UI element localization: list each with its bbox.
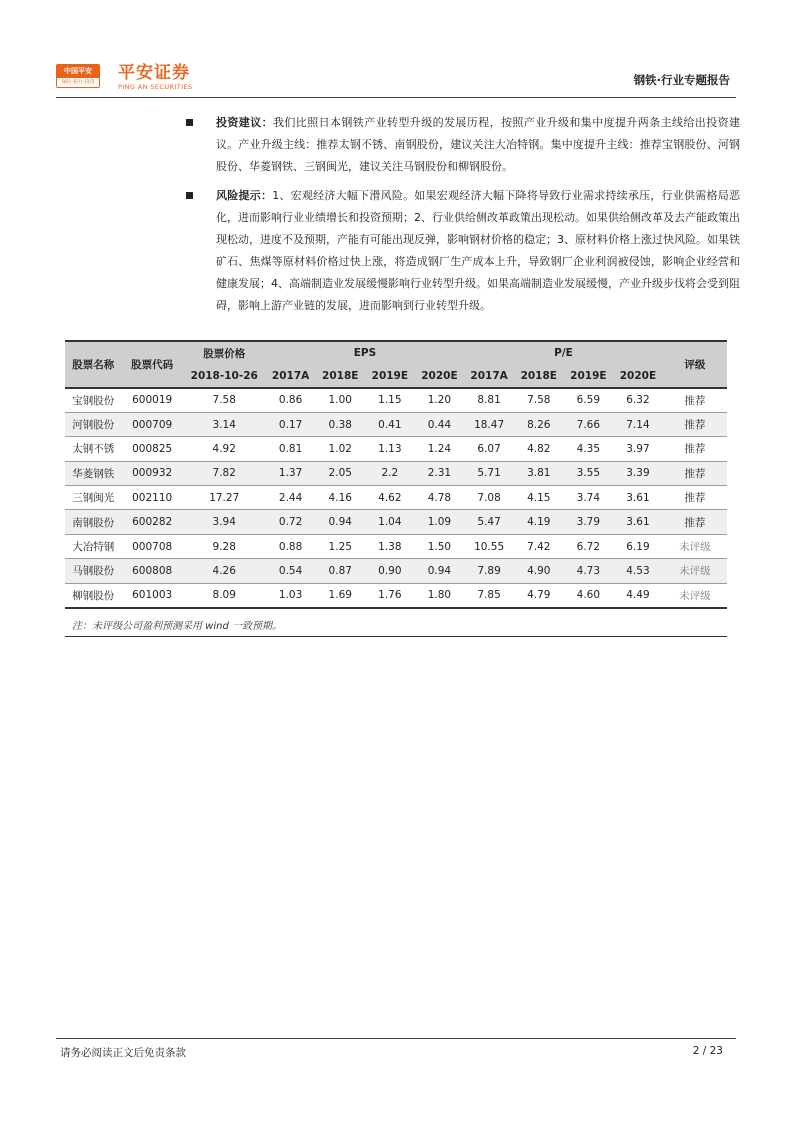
header-code: 股票代码 [122, 341, 183, 388]
cell-rating: 未评级 [663, 583, 727, 607]
cell-name: 三钢闽光 [65, 486, 122, 510]
cell-rating: 推荐 [663, 461, 727, 485]
cell-rating: 未评级 [663, 559, 727, 583]
bullet-risk-warning [186, 185, 740, 317]
cell-eps: 2.31 [415, 461, 465, 485]
cell-name: 大冶特钢 [65, 534, 122, 558]
cell-eps: 0.94 [315, 510, 365, 534]
cell-eps: 1.80 [415, 583, 465, 607]
cell-code: 000825 [122, 437, 183, 461]
cell-price: 3.14 [183, 412, 266, 436]
cell-code: 600282 [122, 510, 183, 534]
cell-eps: 1.69 [315, 583, 365, 607]
cell-rating: 推荐 [663, 388, 727, 412]
table-row [65, 534, 727, 558]
cell-eps: 1.38 [365, 534, 415, 558]
cell-eps: 4.62 [365, 486, 415, 510]
cell-pe: 7.85 [464, 583, 514, 607]
cell-eps: 1.03 [266, 583, 316, 607]
cell-price: 4.92 [183, 437, 266, 461]
footer-divider [56, 1038, 736, 1039]
cell-pe: 4.90 [514, 559, 564, 583]
cell-eps: 1.76 [365, 583, 415, 607]
cell-pe: 6.59 [564, 388, 614, 412]
header-pe: P/E [464, 341, 663, 364]
cell-eps: 0.90 [365, 559, 415, 583]
cell-pe: 3.81 [514, 461, 564, 485]
cell-pe: 3.74 [564, 486, 614, 510]
cell-eps: 1.13 [365, 437, 415, 461]
table-note: 注：未评级公司盈利预测采用 wind 一致预期。 [72, 621, 282, 632]
cell-pe: 4.49 [613, 583, 663, 607]
cell-eps: 0.86 [266, 388, 316, 412]
header-eps: EPS [266, 341, 465, 364]
table-body [65, 388, 727, 608]
cell-pe: 7.89 [464, 559, 514, 583]
cell-eps: 0.38 [315, 412, 365, 436]
cell-pe: 5.47 [464, 510, 514, 534]
cell-eps: 4.16 [315, 486, 365, 510]
table-row [65, 437, 727, 461]
cell-rating: 推荐 [663, 437, 727, 461]
bullet-square-icon [186, 119, 193, 126]
report-title: 钢铁·行业专题报告 [633, 73, 730, 87]
company-logo [56, 64, 246, 92]
header-pe-year: 2020E [613, 364, 663, 388]
cell-eps: 4.78 [415, 486, 465, 510]
cell-code: 600808 [122, 559, 183, 583]
header-rating: 评级 [663, 341, 727, 388]
header-eps-year: 2018E [315, 364, 365, 388]
header-divider [56, 97, 736, 98]
cell-price: 17.27 [183, 486, 266, 510]
bullet-label: 风险提示： [216, 189, 273, 202]
cell-pe: 6.19 [613, 534, 663, 558]
cell-pe: 4.82 [514, 437, 564, 461]
cell-pe: 3.55 [564, 461, 614, 485]
cell-eps: 0.17 [266, 412, 316, 436]
cell-eps: 1.20 [415, 388, 465, 412]
table-row [65, 388, 727, 412]
cell-eps: 0.87 [315, 559, 365, 583]
cell-code: 600019 [122, 388, 183, 412]
cell-price: 3.94 [183, 510, 266, 534]
cell-pe: 4.79 [514, 583, 564, 607]
bullet-list [186, 112, 740, 324]
stock-valuation-table [65, 340, 727, 609]
cell-name: 马钢股份 [65, 559, 122, 583]
cell-eps: 0.54 [266, 559, 316, 583]
cell-pe: 3.61 [613, 486, 663, 510]
cell-pe: 7.14 [613, 412, 663, 436]
table-row [65, 510, 727, 534]
cell-code: 002110 [122, 486, 183, 510]
header-price: 股票价格 [183, 341, 266, 364]
header-price-date: 2018-10-26 [183, 364, 266, 388]
header-pe-year: 2017A [464, 364, 514, 388]
cell-eps: 1.15 [365, 388, 415, 412]
bullet-text: 1、宏观经济大幅下滑风险。如果宏观经济大幅下降将导致行业需求持续承压，行业供需格局恶化，进而影响行业业绩增长和投资预期；2、行业供给侧改革政策出现松动。如果供给侧改革及去产能政策出现松动，进度不及预期，产能有可能出现反弹，影响钢材价格的稳定；3、原材料价格上涨过快风险。如果铁矿石、焦煤等原材料价格过快上涨，将造成钢厂生产成本上升，导致钢厂企业利润被侵蚀，影响企业经营和健康发展；4、高端制造业发展缓慢影响行业转型升级。如果高端制造业发展缓慢，产业升级步伐将会受到阻碍，影响上游产业链的发展，进而影响到行业转型升级。 [216, 189, 741, 312]
cell-eps: 0.44 [415, 412, 465, 436]
cell-eps: 1.24 [415, 437, 465, 461]
cell-eps: 1.50 [415, 534, 465, 558]
page-header [0, 0, 793, 100]
header-pe-year: 2018E [514, 364, 564, 388]
cell-name: 河钢股份 [65, 412, 122, 436]
cell-eps: 0.88 [266, 534, 316, 558]
cell-pe: 7.42 [514, 534, 564, 558]
table-row [65, 412, 727, 436]
cell-pe: 6.72 [564, 534, 614, 558]
cell-name: 柳钢股份 [65, 583, 122, 607]
bullet-label: 投资建议： [216, 116, 273, 129]
cell-pe: 3.97 [613, 437, 663, 461]
cell-price: 7.58 [183, 388, 266, 412]
table-row [65, 486, 727, 510]
cell-pe: 3.61 [613, 510, 663, 534]
table-header [65, 341, 727, 388]
cell-name: 华菱钢铁 [65, 461, 122, 485]
cell-eps: 1.09 [415, 510, 465, 534]
cell-pe: 7.66 [564, 412, 614, 436]
cell-pe: 3.39 [613, 461, 663, 485]
logo-badge [56, 64, 100, 88]
cell-pe: 4.73 [564, 559, 614, 583]
cell-pe: 8.81 [464, 388, 514, 412]
header-name: 股票名称 [65, 341, 122, 388]
logo-name-cn: 平安证券 [118, 63, 190, 83]
cell-rating: 未评级 [663, 534, 727, 558]
header-eps-year: 2019E [365, 364, 415, 388]
cell-pe: 4.19 [514, 510, 564, 534]
table-note-divider [65, 636, 727, 637]
cell-price: 9.28 [183, 534, 266, 558]
header-eps-year: 2020E [415, 364, 465, 388]
cell-eps: 1.04 [365, 510, 415, 534]
cell-code: 601003 [122, 583, 183, 607]
cell-rating: 推荐 [663, 412, 727, 436]
cell-name: 宝钢股份 [65, 388, 122, 412]
page-number: 2 / 23 [692, 1045, 723, 1057]
table-row [65, 583, 727, 607]
cell-pe: 4.60 [564, 583, 614, 607]
logo-name-en: PING AN SECURITIES [118, 83, 193, 91]
cell-rating: 推荐 [663, 510, 727, 534]
cell-pe: 6.07 [464, 437, 514, 461]
cell-pe: 5.71 [464, 461, 514, 485]
cell-pe: 7.58 [514, 388, 564, 412]
cell-code: 000708 [122, 534, 183, 558]
cell-pe: 3.79 [564, 510, 614, 534]
cell-price: 7.82 [183, 461, 266, 485]
cell-code: 000709 [122, 412, 183, 436]
cell-pe: 4.15 [514, 486, 564, 510]
header-eps-year: 2017A [266, 364, 316, 388]
cell-pe: 10.55 [464, 534, 514, 558]
footer-disclaimer: 请务必阅读正文后免责条款 [60, 1047, 186, 1059]
cell-rating: 推荐 [663, 486, 727, 510]
cell-eps: 1.00 [315, 388, 365, 412]
cell-pe: 6.32 [613, 388, 663, 412]
bullet-investment-advice [186, 112, 740, 178]
cell-eps: 0.72 [266, 510, 316, 534]
bullet-square-icon [186, 192, 193, 199]
logo-badge-top: 中国平安 [57, 65, 99, 78]
header-pe-year: 2019E [564, 364, 614, 388]
bullet-text: 我们比照日本钢铁产业转型升级的发展历程，按照产业升级和集中度提升两条主线给出投资建议。产业升级主线：推荐太钢不锈、南钢股份，建议关注大冶特钢。集中度提升主线：推荐宝钢股份、河钢股份、华菱钢铁、三钢闽光，建议关注马钢股份和柳钢股份。 [216, 116, 740, 173]
logo-badge-bottom: 保险·银行·投资 [61, 79, 95, 85]
cell-name: 南钢股份 [65, 510, 122, 534]
table-row [65, 559, 727, 583]
cell-pe: 4.53 [613, 559, 663, 583]
cell-eps: 0.81 [266, 437, 316, 461]
cell-price: 4.26 [183, 559, 266, 583]
cell-price: 8.09 [183, 583, 266, 607]
cell-eps: 0.41 [365, 412, 415, 436]
cell-eps: 1.37 [266, 461, 316, 485]
cell-eps: 1.02 [315, 437, 365, 461]
cell-pe: 4.35 [564, 437, 614, 461]
cell-eps: 1.25 [315, 534, 365, 558]
cell-eps: 2.2 [365, 461, 415, 485]
cell-pe: 18.47 [464, 412, 514, 436]
cell-eps: 2.05 [315, 461, 365, 485]
table-row [65, 461, 727, 485]
cell-pe: 7.08 [464, 486, 514, 510]
cell-eps: 0.94 [415, 559, 465, 583]
cell-eps: 2.44 [266, 486, 316, 510]
cell-code: 000932 [122, 461, 183, 485]
cell-pe: 8.26 [514, 412, 564, 436]
cell-name: 太钢不锈 [65, 437, 122, 461]
